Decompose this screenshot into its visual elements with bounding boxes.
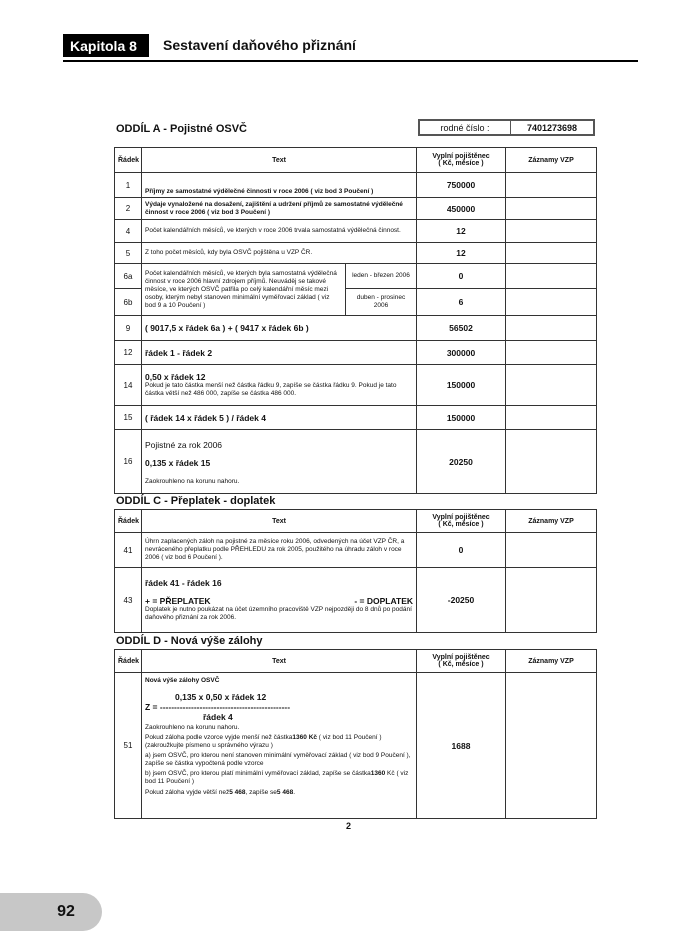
table-row: [115, 243, 597, 264]
row-text: Z toho počet měsíců, kdy byla OSVČ pojištěna u VZP ČR.: [142, 243, 417, 264]
col-notes-header: Záznamy VZP: [506, 148, 597, 173]
table-row: [115, 673, 597, 819]
row-number: 41: [115, 533, 142, 568]
section-c-title: ODDÍL C - Přeplatek - doplatek: [116, 495, 276, 507]
row-value[interactable]: 300000: [417, 341, 506, 365]
row-number: 43: [115, 568, 142, 633]
section-a-table: [114, 147, 597, 494]
row-number: 14: [115, 365, 142, 406]
row-text: [142, 365, 417, 406]
row-value[interactable]: 56502: [417, 316, 506, 341]
row-note: Pokud je tato částka menší než částka řádku 9, zapíše se částka řádku 9. Pokud je tato částka větší než 486 000, zapíše se částka 486 000.: [145, 382, 397, 397]
row-text: Počet kalendářních měsíců, ve kterých v roce 2006 trvala samostatná výdělečná činnost.: [142, 220, 417, 243]
advance-heading: Nová výše zálohy OSVČ: [145, 677, 220, 684]
col-row-header: Řádek: [115, 650, 142, 673]
row-value[interactable]: 20250: [417, 430, 506, 494]
row-notes[interactable]: [506, 264, 597, 289]
row-value[interactable]: 750000: [417, 173, 506, 198]
row-text: řádek 1 - řádek 2: [142, 341, 417, 365]
row-number: 1: [115, 173, 142, 198]
row-notes[interactable]: [506, 198, 597, 220]
row-formula: 0,135 x řádek 15: [145, 457, 211, 468]
row-notes[interactable]: [506, 316, 597, 341]
row-text: Úhrn zaplacených záloh na pojistné za měsíce roku 2006, odvedených na účet VZP ČR, a nevráceného přeplatku podle PŘEHLEDU za rok 2005, použitého na úhradu záloh v roce 2006 ( viz bod 6 Poučení ).: [142, 533, 417, 568]
row-text: [142, 568, 417, 633]
row-text: Příjmy ze samostatné výdělečné činnosti v roce 2006 ( viz bod 3 Poučení ): [142, 173, 417, 198]
advance-formula-denominator: řádek 4: [203, 712, 233, 722]
col-text-header: Text: [142, 510, 417, 533]
form-page-number: 2: [346, 821, 352, 831]
table-row: [115, 173, 597, 198]
row-number: 2: [115, 198, 142, 220]
option-b[interactable]: b) jsem OSVČ, pro kterou platí minimální vyměřovací základ, zapíše se částka1360 Kč ( viz bod 11 Poučení ): [145, 770, 409, 785]
section-d-table: [114, 649, 597, 819]
maximum-note: Pokud záloha vyjde větší než5 468, zapíše se5 468.: [145, 789, 296, 796]
birth-number-value: 7401273698: [526, 123, 578, 133]
row-formula: 0,50 x řádek 12: [145, 372, 206, 382]
col-text-header: Text: [142, 148, 417, 173]
col-notes-header: Záznamy VZP: [506, 650, 597, 673]
row-value[interactable]: 12: [417, 220, 506, 243]
header-rule: [63, 60, 638, 62]
underpayment-label: - = DOPLATEK: [354, 596, 413, 606]
row-number: 16: [115, 430, 142, 494]
row-number: 15: [115, 406, 142, 430]
row-text: [142, 673, 417, 819]
row-formula: řádek 41 - řádek 16: [145, 578, 222, 588]
col-text-header: Text: [142, 650, 417, 673]
row-notes[interactable]: [506, 533, 597, 568]
col-fill-header: Vyplní pojištěnec ( Kč, měsíce ): [417, 148, 506, 173]
row-text: ( 9017,5 x řádek 6a ) + ( 9417 x řádek 6b ): [142, 316, 417, 341]
row-value[interactable]: -20250: [417, 568, 506, 633]
row-notes[interactable]: [506, 220, 597, 243]
book-page-number: 92: [30, 893, 102, 931]
row-notes[interactable]: [506, 289, 597, 316]
table-header: [115, 650, 597, 673]
row-notes[interactable]: [506, 365, 597, 406]
table-row: [115, 198, 597, 220]
section-d-title: ODDÍL D - Nová výše zálohy: [116, 635, 263, 647]
table-row: [115, 365, 597, 406]
row-value[interactable]: 150000: [417, 365, 506, 406]
row-number: 6a: [115, 264, 142, 289]
sign-legend: [145, 596, 413, 606]
row-value[interactable]: 0: [417, 264, 506, 289]
table-row: [115, 264, 597, 289]
row-notes[interactable]: [506, 243, 597, 264]
row-value[interactable]: 1688: [417, 673, 506, 819]
row-note: Doplatek je nutno poukázat na účet územního pracoviště VZP nejpozději do 8 dnů po podání daňového přiznání za rok 2006.: [145, 606, 412, 621]
col-notes-header: Záznamy VZP: [506, 510, 597, 533]
row-value[interactable]: 150000: [417, 406, 506, 430]
row-text: Výdaje vynaložené na dosažení, zajištění a udržení příjmů ze samostatné výdělečné činnost v roce 2006 ( viz bod 3 Poučení ): [142, 198, 417, 220]
table-row: [115, 430, 597, 494]
row-notes[interactable]: [506, 341, 597, 365]
col-fill-header: Vyplní pojištěnec ( Kč, měsíce ): [417, 650, 506, 673]
row-number: 9: [115, 316, 142, 341]
section-a-title: ODDÍL A - Pojistné OSVČ: [116, 123, 247, 135]
chapter-title: Sestavení daňového přiznání: [163, 37, 356, 53]
table-row: [115, 341, 597, 365]
row-text: ( řádek 14 x řádek 5 ) / řádek 4: [142, 406, 417, 430]
minimum-note: Pokud záloha podle vzorce vyjde menší než částka1360 Kč ( viz bod 11 Poučení ) (zakroužkujte písmeno u správného výrazu ): [145, 734, 382, 749]
col-row-header: Řádek: [115, 148, 142, 173]
birth-number-label: rodné číslo :: [420, 121, 511, 134]
table-row: [115, 406, 597, 430]
row-notes[interactable]: [506, 406, 597, 430]
row-value[interactable]: 0: [417, 533, 506, 568]
row-number: 4: [115, 220, 142, 243]
row-value[interactable]: 12: [417, 243, 506, 264]
section-c-table: [114, 509, 597, 633]
row-value[interactable]: 6: [417, 289, 506, 316]
col-row-header: Řádek: [115, 510, 142, 533]
advance-formula-line: Z = ----------------------------------------------: [145, 702, 291, 712]
option-a[interactable]: a) jsem OSVČ, pro kterou není stanoven minimální vyměřovací základ ( viz bod 9 Poučení ), zapíše se částka vypočtená podle vzorce: [145, 752, 411, 767]
row-caption: Pojistné za rok 2006: [145, 439, 223, 450]
row-number: 5: [115, 243, 142, 264]
row-notes[interactable]: [506, 568, 597, 633]
row-notes[interactable]: [506, 673, 597, 819]
table-header: [115, 148, 597, 173]
birth-number-box: [418, 119, 595, 136]
rounding-note: Zaokrouhleno na korunu nahoru.: [145, 724, 240, 731]
row-note: Zaokrouhleno na korunu nahoru.: [145, 477, 240, 485]
overpayment-label: + = PŘEPLATEK: [145, 596, 211, 606]
table-row: [115, 220, 597, 243]
table-header: [115, 510, 597, 533]
row-text: [142, 430, 417, 494]
chapter-label: Kapitola 8: [63, 34, 149, 57]
col-fill-header: Vyplní pojištěnec ( Kč, měsíce ): [417, 510, 506, 533]
row-notes[interactable]: [506, 430, 597, 494]
table-row: [115, 568, 597, 633]
row-number: 51: [115, 673, 142, 819]
table-row: [115, 316, 597, 341]
advance-formula-numerator: 0,135 x 0,50 x řádek 12: [175, 692, 267, 702]
row-number: 6b: [115, 289, 142, 316]
row-value[interactable]: 450000: [417, 198, 506, 220]
row-number: 12: [115, 341, 142, 365]
row-period: duben - prosinec 2006: [346, 289, 417, 316]
row-text: Počet kalendářních měsíců, ve kterých byla samostatná výdělečná činnost v roce 2006 hlavní zdrojem příjmů. Neuváděj se takové měsíce, ve kterých OSVČ patřila po celý kalendářní měsíc mezi osoby, kterým nebyl stanoven minimální vyměřovací základ ( viz bod 9 a 10 Poučení ): [142, 264, 346, 316]
row-period: leden - březen 2006: [346, 264, 417, 289]
row-notes[interactable]: [506, 173, 597, 198]
table-row: [115, 533, 597, 568]
